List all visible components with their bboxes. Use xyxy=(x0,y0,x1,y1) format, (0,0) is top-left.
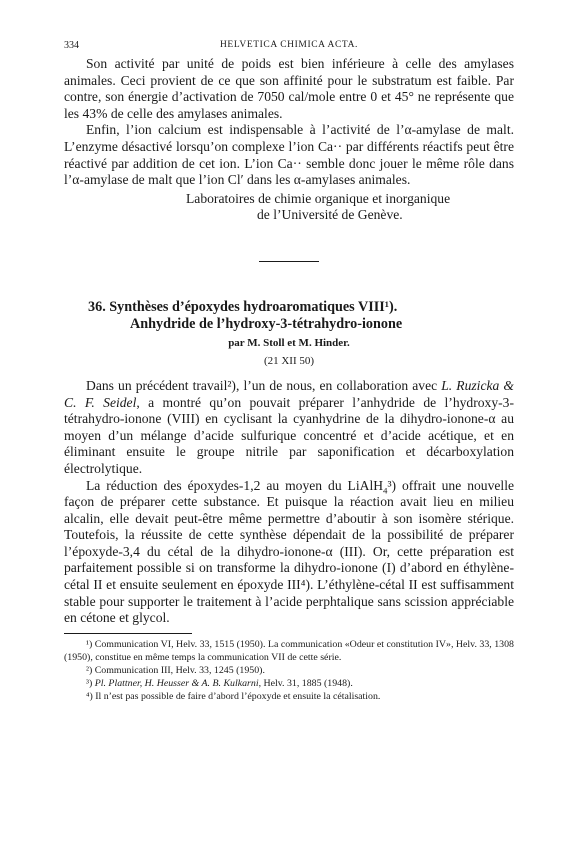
footnote-mark: ³) xyxy=(86,677,95,689)
paragraph: Enfin, l’ion calcium est indispensable à l’activité de l’α-amylase de malt. L’enzyme désactivé lorsqu’on complexe l’ion Ca·· par différents réactifs peut être réactivé par addition de cet ion. L’ion Ca·· semble donc jouer le même rôle dans l’α-amylase de malt que l’ion Cl′ dans les α-amylases animales. xyxy=(64,122,514,188)
journal-title: HELVETICA CHIMICA ACTA. xyxy=(219,40,359,50)
affiliation xyxy=(64,191,514,224)
author-names: L. Ruzicka & C. F. Seidel xyxy=(64,377,514,410)
section-divider xyxy=(259,261,319,262)
text-run: ³) offrait une nouvelle façon de préparer cette substance. Et puisque la réaction avait lieu en milieu alcalin, elle devait peut-être même permettre d’aboutir à son isomère stérique. Toutefois, la réussite de cette synthèse dépendait de la possibilité de préparer l’époxyde-3,4 du cétal de la dihydro-ionone-α (III). Or, cette préparation est parfaitement possible si on transforme la dihydro-ionone (I) d’abord en éthylène-cétal II et ensuite seulement en époxyde III⁴). L’éthylène-cétal II est suffisamment stable pour supporter le traitement à l’acide perphtalique sans scission appréciable en cétone et glycol. xyxy=(64,477,515,626)
text-run: La réduction des époxydes-1,2 au moyen du LiAlH xyxy=(86,477,384,493)
article-title xyxy=(64,299,514,334)
authors: par M. Stoll et M. Hinder. xyxy=(228,336,350,349)
page xyxy=(64,40,514,703)
text-run: , Helv. 31, 1885 (1948). xyxy=(258,677,353,689)
footnote: ²) Communication III, Helv. 33, 1245 (1950). xyxy=(86,664,265,676)
affiliation-line: de l’Université de Genève. xyxy=(257,207,403,223)
title-line: 36. Synthèses d’époxydes hydroaromatiques VIII¹). xyxy=(88,298,398,315)
footnote: ¹) Communication VI, Helv. 33, 1515 (1950). La communication «Odeur et constitution IV», Helv. 33, 1308 (1950), constitue en même temps la communication VII de cette série. xyxy=(64,638,514,663)
footnote xyxy=(64,677,514,690)
paragraph xyxy=(64,478,514,627)
footnote: ⁴) Il n’est pas possible de faire d’abord l’époxyde et ensuite la cétalisation. xyxy=(86,690,381,702)
date-received: (21 XII 50) xyxy=(263,354,315,367)
footnotes xyxy=(64,638,514,703)
paragraph xyxy=(64,378,514,478)
subscript: 4 xyxy=(383,485,388,496)
running-head xyxy=(64,40,514,56)
paragraph: Son activité par unité de poids est bien inférieure à celle des amylases animales. Ceci provient de ce que son affinité pour le substratum est faible. Par contre, son énergie d’activation de 7050 cal/mole entre 0 et 45° ne représente que les 43% de celle des amylases animales. xyxy=(64,56,514,121)
text-run: , a montré qu’on pouvait préparer l’anhydride de l’hydroxy-3-tétrahydro-ionone (VIII) en cyclisant la cyanhydrine de la dihydro-ionone-α au moyen d’un mélange d’acide sulfurique concentré et d’acide acétique, et en éliminant ensuite le groupe nitrile par saponification et décarboxylation électrolytique. xyxy=(64,394,514,476)
title-line: Anhydride de l’hydroxy-3-tétrahydro-ionone xyxy=(130,316,403,333)
footnote-divider xyxy=(64,633,192,634)
affiliation-line: Laboratoires de chimie organique et inorganique xyxy=(186,190,451,206)
article-body xyxy=(64,378,514,627)
page-number: 334 xyxy=(64,40,79,51)
previous-article-ending xyxy=(64,56,514,189)
text-run: Dans un précédent travail²), l’un de nous, en collaboration avec xyxy=(86,377,442,393)
author-names: Pl. Plattner, H. Heusser & A. B. Kulkarni xyxy=(94,677,259,689)
